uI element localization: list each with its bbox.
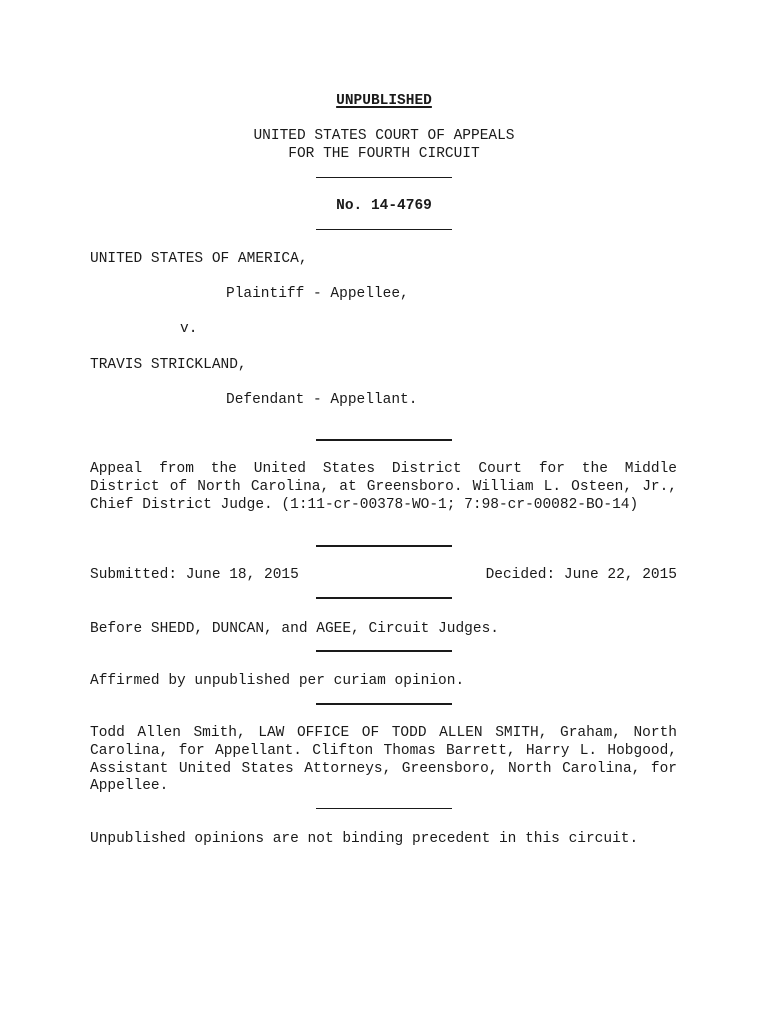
divider-rule <box>316 808 452 809</box>
plaintiff-role: Plaintiff - Appellee, <box>226 286 409 302</box>
appeal-paragraph: Appeal from the United States District Court for the Middle District of North Carolina, at Greensboro. William L. Osteen, Jr., Chief District Judge. (1:11-cr-00378-WO-1; 7:98-cr-00082-BO-14) <box>90 461 677 513</box>
divider-rule <box>316 177 452 178</box>
panel-judges: Before SHEDD, DUNCAN, and AGEE, Circuit Judges. <box>90 621 499 637</box>
precedent-notice: Unpublished opinions are not binding precedent in this circuit. <box>90 831 639 847</box>
versus-label: v. <box>180 321 198 337</box>
divider-rule <box>316 703 452 705</box>
disposition: Affirmed by unpublished per curiam opinion. <box>90 673 465 689</box>
case-number: No. 14-4769 <box>336 198 432 214</box>
plaintiff-name: UNITED STATES OF AMERICA, <box>90 251 308 267</box>
defendant-name: TRAVIS STRICKLAND, <box>90 357 247 373</box>
divider-rule <box>316 229 452 230</box>
submitted-date: Submitted: June 18, 2015 <box>90 567 299 583</box>
dates-row <box>90 566 677 584</box>
divider-rule <box>316 597 452 599</box>
court-name-line-2: FOR THE FOURTH CIRCUIT <box>288 146 480 162</box>
defendant-role: Defendant - Appellant. <box>226 392 418 408</box>
unpublished-heading: UNPUBLISHED <box>336 93 432 109</box>
court-name-line-1: UNITED STATES COURT OF APPEALS <box>253 128 515 144</box>
counsel-paragraph: Todd Allen Smith, LAW OFFICE OF TODD ALLEN SMITH, Graham, North Carolina, for Appellant. Clifton Thomas Barrett, Harry L. Hobgood, Assistant United States Attorneys, Greensboro, North Carolina, for Appellee. <box>90 725 677 795</box>
divider-rule <box>316 545 452 547</box>
divider-rule <box>316 650 452 652</box>
divider-rule <box>316 439 452 441</box>
decided-date: Decided: June 22, 2015 <box>485 567 677 583</box>
